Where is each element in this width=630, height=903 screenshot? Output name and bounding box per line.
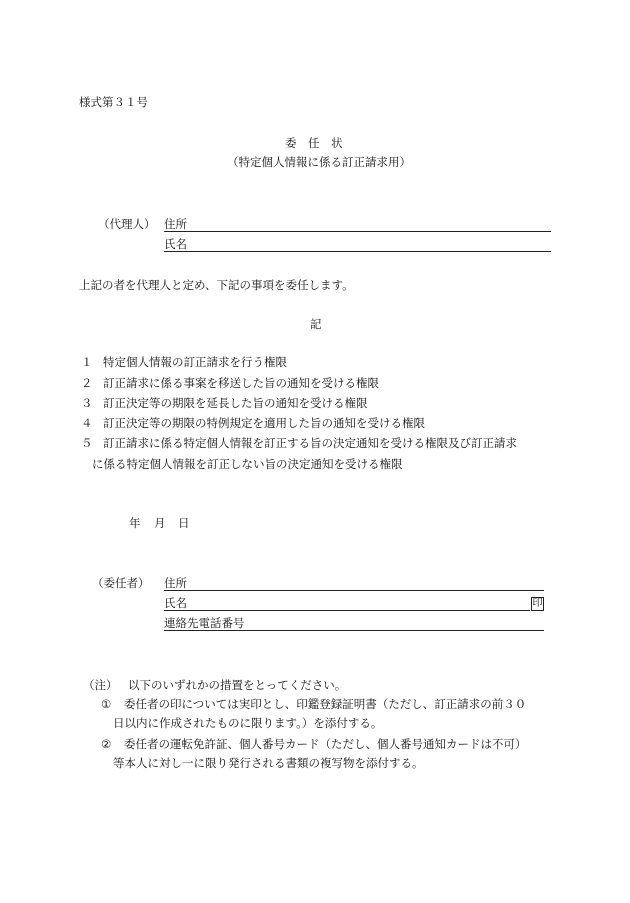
note-text: 委任者の印については実印とし、印鑑登録証明書（ただし、訂正請求の前３０ [124, 697, 527, 711]
item-text: 訂正決定等の期限を延長した旨の通知を受ける権限 [103, 396, 368, 410]
form-number: 様式第３１号 [79, 95, 148, 109]
principal-phone-label: 連絡先電話番号 [164, 616, 245, 630]
principal-label: （委任者） [92, 576, 150, 590]
agent-name-label: 氏名 [164, 237, 187, 251]
item-number: ３ [81, 396, 93, 410]
note-mark: ① [101, 697, 112, 711]
item-number: ５ [81, 436, 93, 450]
note-mark: ② [101, 737, 112, 751]
agent-label: （代理人） [98, 217, 156, 231]
date-month: 月 [154, 516, 166, 530]
notes-label: （注） [83, 678, 118, 692]
principal-address-label: 住所 [164, 576, 187, 590]
item-text-continued: に係る特定個人情報を訂正しない旨の決定通知を受ける権限 [92, 457, 403, 471]
agent-address-label: 住所 [164, 217, 187, 231]
note-text-continued: 日以内に作成されたものに限ります。）を添付する。 [113, 716, 383, 730]
item-text: 特定個人情報の訂正請求を行う権限 [103, 355, 287, 369]
agent-name-field[interactable] [164, 251, 551, 252]
date-day: 日 [178, 516, 190, 530]
notes-intro: 以下のいずれかの措置をとってください。 [128, 678, 347, 692]
ki-heading: 記 [310, 317, 322, 331]
item-number: ２ [81, 376, 93, 390]
note-text: 委任者の運転免許証、個人番号カード（ただし、個人番号通知カードは不可） [124, 737, 527, 751]
date-year: 年 [129, 516, 141, 530]
principal-name-label: 氏名 [164, 596, 187, 610]
note-text-continued: 等本人に対し一に限り発行される書類の複写物を添付する。 [113, 756, 424, 770]
document-title: 委 任 状 [285, 136, 343, 150]
delegation-statement: 上記の者を代理人と定め、下記の事項を委任します。 [79, 278, 354, 292]
agent-address-field[interactable] [164, 231, 551, 232]
item-text: 訂正決定等の期限の特例規定を適用した旨の通知を受ける権限 [103, 416, 425, 430]
principal-name-field[interactable] [164, 610, 530, 611]
seal-mark: 印 [532, 598, 543, 609]
principal-address-field[interactable] [164, 590, 544, 591]
item-text: 訂正請求に係る事案を移送した旨の通知を受ける権限 [103, 376, 379, 390]
principal-phone-field[interactable] [164, 630, 544, 631]
item-number: ４ [81, 416, 93, 430]
document-subtitle: （特定個人情報に係る訂正請求用） [227, 155, 411, 169]
item-number: １ [81, 355, 93, 369]
item-text: 訂正請求に係る特定個人情報を訂正する旨の決定通知を受ける権限及び訂正請求 [103, 436, 517, 450]
